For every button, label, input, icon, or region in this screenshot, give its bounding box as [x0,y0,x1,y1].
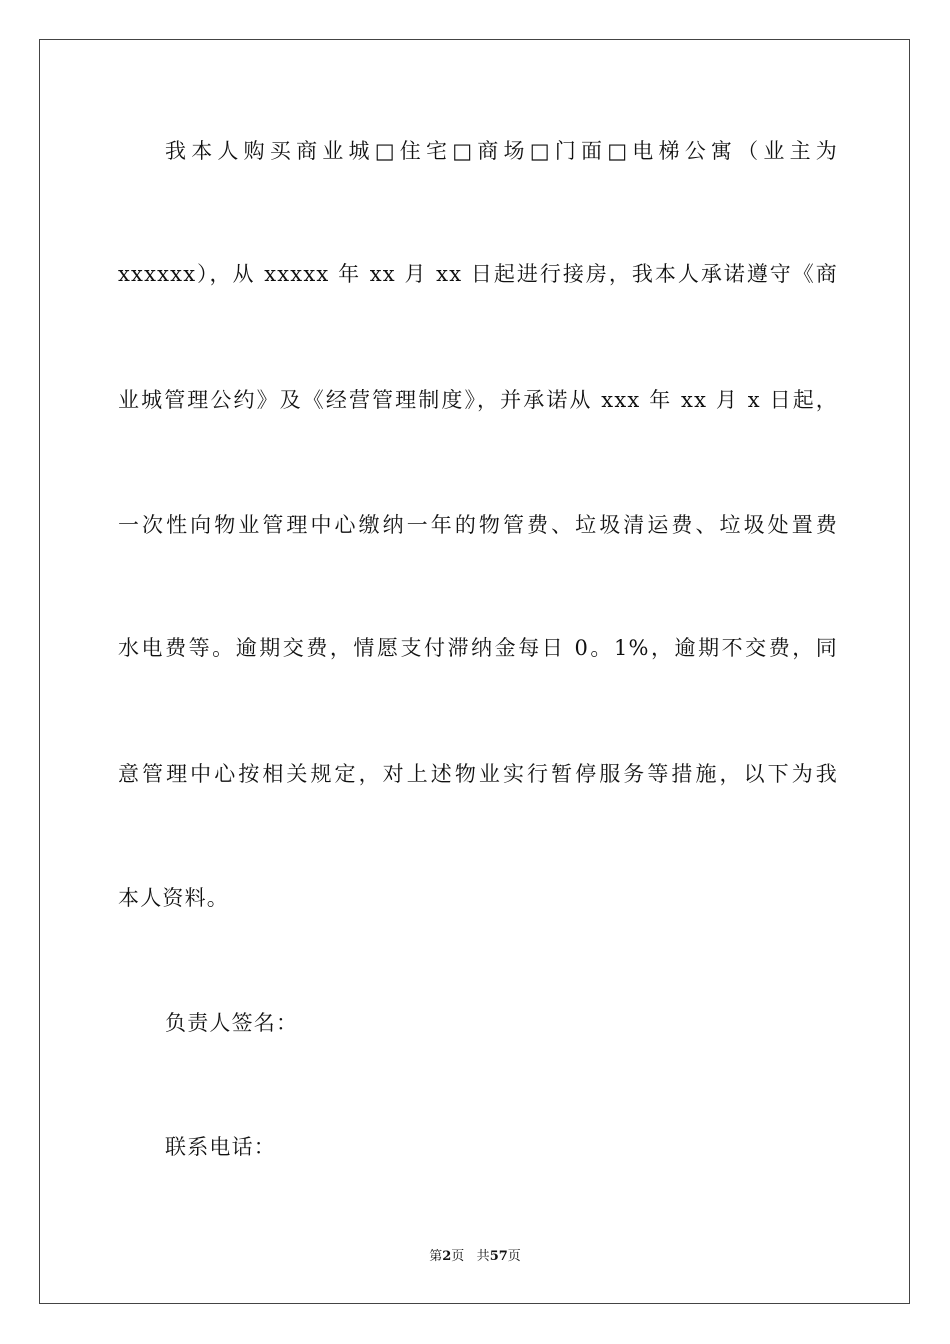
paragraph-line-3: 业城管理公约》及《经营管理制度》，并承诺从 xxx 年 xx 月 x 日起， [118,388,838,412]
phone-label: 联系电话： [165,1135,276,1159]
footer-page-number: 2 [442,1249,452,1264]
footer-page-prefix: 第 [429,1249,443,1264]
paragraph-line-4: 一次性向物业管理中心缴纳一年的物管费、垃圾清运费、垃圾处置费 [118,513,838,537]
paragraph-line-1: 我本人购买商业城□住宅□商场□门面□电梯公寓（业主为 [165,139,838,163]
footer-total-pages: 57 [489,1249,508,1264]
page-frame [39,39,910,1304]
paragraph-line-2: xxxxxx），从 xxxxx 年 xx 月 xx 日起进行接房，我本人承诺遵守《商 [118,262,838,286]
paragraph-line-7: 本人资料。 [118,886,229,910]
paragraph-line-5: 水电费等。逾期交费，情愿支付滞纳金每日 0。1%，逾期不交费，同 [118,636,838,660]
footer-total-suffix: 页 [507,1249,521,1264]
page-footer [0,1248,950,1266]
footer-total-prefix: 共 [476,1249,490,1264]
footer-page-suffix: 页 [451,1249,465,1264]
signature-label: 负责人签名： [165,1011,299,1035]
paragraph-line-6: 意管理中心按相关规定，对上述物业实行暂停服务等措施，以下为我 [118,762,838,786]
